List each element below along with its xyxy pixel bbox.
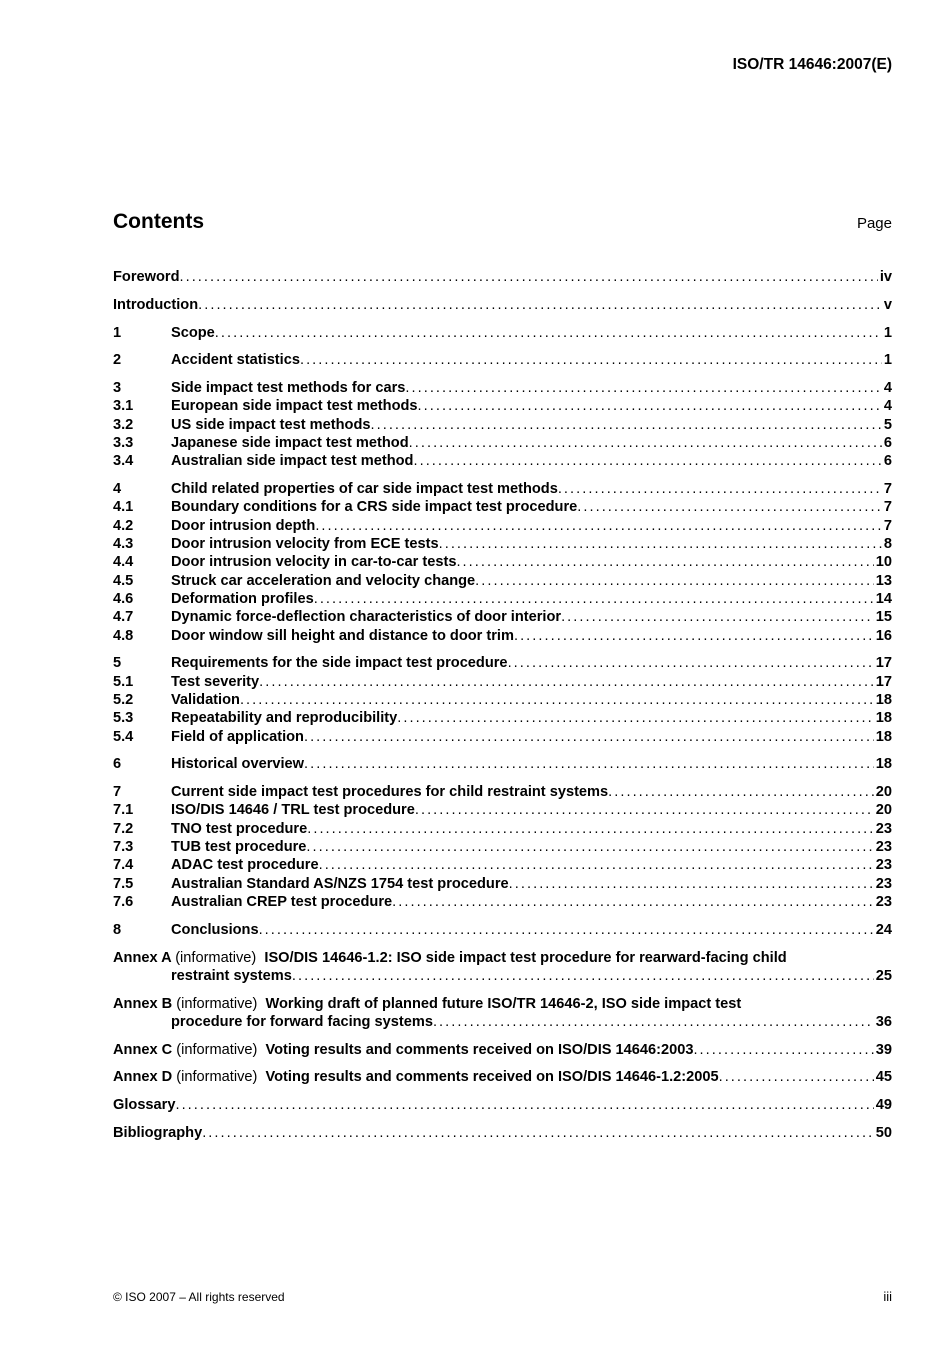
toc-entry[interactable]	[113, 654, 892, 672]
toc-entry-page: 17	[875, 673, 892, 690]
toc-entry-title: ISO/DIS 14646 / TRL test procedure	[171, 802, 415, 819]
toc-entry-number: 7.5	[113, 875, 134, 892]
toc-entry[interactable]	[113, 608, 892, 626]
annex-kind: (informative)	[176, 1041, 258, 1058]
toc-entry-number: 5	[113, 655, 122, 672]
page-column-label: Page	[856, 215, 892, 232]
toc-entry-title: Historical overview	[171, 756, 305, 773]
toc-group	[113, 480, 892, 645]
toc-entry-title: Validation	[171, 691, 240, 708]
toc-entry-title: Boundary conditions for a CRS side impact test procedure	[171, 499, 578, 516]
annex-entry[interactable]	[113, 1041, 892, 1059]
toc-entry-page: 49	[875, 1097, 892, 1114]
page-title: Contents	[113, 210, 204, 233]
table-of-contents	[113, 268, 892, 1152]
toc-entry-title: Door intrusion velocity from ECE tests	[171, 536, 439, 553]
dot-leader	[175, 1096, 873, 1114]
toc-group	[113, 1096, 892, 1114]
toc-entry-page: 7	[883, 499, 892, 516]
toc-entry[interactable]	[113, 351, 892, 369]
toc-entry-number: 8	[113, 921, 122, 938]
toc-entry[interactable]	[113, 820, 892, 838]
toc-entry-title: US side impact test methods	[171, 416, 371, 433]
dot-leader	[215, 324, 882, 342]
dot-leader	[719, 1068, 874, 1086]
toc-entry-title: Accident statistics	[171, 352, 300, 369]
toc-entry-page: 1	[883, 352, 892, 369]
toc-entry[interactable]	[113, 1096, 892, 1114]
toc-entry-page: 6	[883, 453, 892, 470]
toc-group	[113, 783, 892, 911]
dot-leader	[433, 1013, 874, 1031]
dot-leader	[314, 590, 874, 608]
toc-entry-number: 3.1	[113, 398, 134, 415]
toc-entry-page: 23	[875, 857, 892, 874]
toc-entry[interactable]	[113, 801, 892, 819]
toc-entry-page: 50	[875, 1125, 892, 1142]
toc-entry[interactable]	[113, 379, 892, 397]
toc-entry-number: 4.7	[113, 609, 134, 626]
dot-leader	[304, 755, 874, 773]
dot-leader	[300, 351, 882, 369]
toc-entry-title: Australian Standard AS/NZS 1754 test procedure	[171, 875, 509, 892]
dot-leader	[307, 820, 874, 838]
toc-entry-page: 23	[875, 839, 892, 856]
toc-entry-page: iv	[879, 269, 892, 285]
annex-title: Voting results and comments received on ISO/DIS 14646-1.2:2005	[265, 1069, 719, 1086]
dot-leader	[577, 498, 882, 516]
toc-entry-title: Glossary	[113, 1097, 176, 1114]
toc-entry-title: Australian CREP test procedure	[171, 893, 393, 910]
toc-entry-title: Struck car acceleration and velocity change	[171, 572, 476, 589]
toc-entry-number: 4.5	[113, 572, 134, 589]
toc-entry[interactable]	[113, 728, 892, 746]
toc-entry-number: 4.3	[113, 536, 134, 553]
toc-entry-title: Repeatability and reproducibility	[171, 710, 398, 727]
toc-entry-number: 4.4	[113, 554, 134, 571]
toc-entry-page: 18	[875, 756, 892, 773]
toc-entry[interactable]	[113, 838, 892, 856]
toc-entry-page: 6	[883, 435, 892, 452]
toc-entry-title: European side impact test methods	[171, 398, 418, 415]
toc-entry[interactable]	[113, 856, 892, 874]
dot-leader	[439, 535, 882, 553]
toc-entry-title: Side impact test methods for cars	[171, 380, 406, 397]
toc-group	[113, 1124, 892, 1142]
toc-entry[interactable]	[113, 498, 892, 516]
toc-entry[interactable]	[113, 535, 892, 553]
dot-leader	[514, 627, 874, 645]
toc-entry-title: Door window sill height and distance to door trim	[171, 627, 514, 644]
toc-entry[interactable]	[113, 434, 892, 452]
dot-leader	[259, 921, 874, 939]
toc-entry[interactable]	[113, 783, 892, 801]
toc-entry-page: 23	[875, 875, 892, 892]
dot-leader	[413, 452, 881, 470]
toc-entry[interactable]	[113, 452, 892, 470]
dot-leader	[509, 875, 874, 893]
toc-entry-number: 3	[113, 380, 122, 397]
toc-entry-page: 15	[875, 609, 892, 626]
back-matter	[113, 1096, 892, 1142]
toc-entry-title: Test severity	[171, 673, 260, 690]
toc-entry-number: 7.3	[113, 839, 134, 856]
toc-entry[interactable]	[113, 553, 892, 571]
dot-leader	[558, 480, 882, 498]
toc-entry-number: 3.4	[113, 453, 134, 470]
toc-entry-title: Deformation profiles	[171, 590, 314, 607]
toc-entry[interactable]	[113, 296, 892, 314]
toc-entry-title: Field of application	[171, 728, 304, 745]
toc-entry[interactable]	[113, 1124, 892, 1142]
toc-group	[113, 379, 892, 470]
dot-leader	[179, 268, 877, 286]
toc-entry-page: 23	[875, 893, 892, 910]
toc-entry-page: 20	[875, 784, 892, 801]
toc-entry[interactable]	[113, 572, 892, 590]
toc-entry-title: Scope	[171, 324, 215, 341]
toc-entry-page: 7	[883, 517, 892, 534]
toc-entry-number: 2	[113, 352, 122, 369]
toc-entry-number: 7.6	[113, 893, 134, 910]
toc-entry-number: 3.2	[113, 416, 134, 433]
toc-entry-number: 7.4	[113, 857, 134, 874]
toc-entry-page: 24	[875, 921, 892, 938]
toc-entry-page: 14	[875, 590, 892, 607]
toc-entry-page: 18	[875, 691, 892, 708]
toc-entry-page: 10	[875, 554, 892, 571]
toc-group	[113, 921, 892, 939]
toc-entry-title: Requirements for the side impact test procedure	[171, 655, 508, 672]
toc-entry-page: 4	[883, 398, 892, 415]
annex-title-continued: procedure for forward facing systems	[171, 1013, 433, 1030]
toc-entry[interactable]	[113, 416, 892, 434]
toc-entry-number: 5.2	[113, 691, 134, 708]
toc-entry-title: Child related properties of car side impact test methods	[171, 481, 558, 498]
toc-entry-number: 1	[113, 324, 122, 341]
toc-entry-page: 13	[875, 572, 892, 589]
toc-entry-title: Door intrusion depth	[171, 517, 316, 534]
toc-group	[113, 755, 892, 773]
dot-leader	[315, 517, 882, 535]
toc-entry[interactable]	[113, 709, 892, 727]
dot-leader	[304, 728, 874, 746]
toc-entry-number: 5.1	[113, 673, 134, 690]
toc-entry-number: 7.1	[113, 802, 134, 819]
annex-title-continued: restraint systems	[171, 967, 292, 984]
toc-entry-number: 7.2	[113, 820, 134, 837]
dot-leader	[475, 572, 874, 590]
dot-leader	[292, 967, 874, 985]
page-number: iii	[883, 1289, 892, 1304]
toc-entry-number: 4.8	[113, 627, 134, 644]
toc-entry-page: 20	[875, 802, 892, 819]
dot-leader	[456, 553, 873, 571]
toc-entry-title: Introduction	[113, 296, 199, 313]
toc-entry-page: 1	[883, 324, 892, 341]
annex-page: 25	[875, 967, 892, 984]
annex-label: Annex C	[113, 1041, 173, 1058]
toc-entry-number: 3.3	[113, 435, 134, 452]
annex-title: Working draft of planned future ISO/TR 14646-2, ISO side impact test	[265, 995, 742, 1012]
toc-entry-page: 18	[875, 710, 892, 727]
toc-entry-page: 7	[883, 481, 892, 498]
toc-entry-page: v	[883, 296, 892, 313]
toc-entry-title: Door intrusion velocity in car-to-car tests	[171, 554, 457, 571]
annex-entry[interactable]	[113, 1068, 892, 1086]
annex-page: 45	[875, 1069, 892, 1086]
toc-entry-title: Dynamic force-deflection characteristics of door interior	[171, 609, 562, 626]
toc-entry-title: TUB test procedure	[171, 839, 307, 856]
toc-entry-page: 18	[875, 728, 892, 745]
toc-entry-title: Bibliography	[113, 1125, 203, 1142]
toc-entry[interactable]	[113, 268, 892, 286]
annex-page: 36	[875, 1013, 892, 1030]
annex-kind: (informative)	[175, 949, 257, 966]
dot-leader	[561, 608, 874, 626]
toc-entry-number: 7	[113, 784, 122, 801]
annex-label: Annex D	[113, 1069, 173, 1086]
dot-leader	[397, 709, 874, 727]
toc-entry-page: 16	[875, 627, 892, 644]
toc-entry-title: Foreword	[113, 269, 180, 285]
toc-entry[interactable]	[113, 480, 892, 498]
dot-leader	[693, 1041, 873, 1059]
toc-entry-number: 5.4	[113, 728, 134, 745]
dot-leader	[405, 379, 881, 397]
toc-entry-number: 5.3	[113, 710, 134, 727]
toc-entry-number: 4.2	[113, 517, 134, 534]
dot-leader	[409, 434, 882, 452]
toc-entry[interactable]	[113, 893, 892, 911]
annex-page: 39	[875, 1041, 892, 1058]
annex-title: Voting results and comments received on ISO/DIS 14646:2003	[265, 1041, 694, 1058]
toc-entry[interactable]	[113, 755, 892, 773]
toc-entry-page: 8	[883, 536, 892, 553]
dot-leader	[306, 838, 873, 856]
toc-entry[interactable]	[113, 921, 892, 939]
toc-entry[interactable]	[113, 324, 892, 342]
toc-entry[interactable]	[113, 627, 892, 645]
dot-leader	[415, 801, 874, 819]
toc-entry-title: ADAC test procedure	[171, 857, 319, 874]
toc-entry-title: Current side impact test procedures for child restraint systems	[171, 784, 609, 801]
toc-entry-title: Japanese side impact test method	[171, 435, 409, 452]
annex-entry[interactable]	[113, 995, 892, 1032]
toc-entry-title: TNO test procedure	[171, 820, 308, 837]
dot-leader	[198, 296, 882, 314]
toc-entry[interactable]	[113, 673, 892, 691]
annex-label: Annex B	[113, 995, 173, 1012]
dot-leader	[418, 397, 882, 415]
dot-leader	[508, 654, 874, 672]
toc-entry-page: 4	[883, 380, 892, 397]
toc-group	[113, 268, 892, 286]
dot-leader	[202, 1124, 874, 1142]
dot-leader	[259, 673, 874, 691]
toc-group	[113, 324, 892, 342]
annex-kind: (informative)	[176, 995, 258, 1012]
toc-group	[113, 351, 892, 369]
toc-entry[interactable]	[113, 875, 892, 893]
annex-title: ISO/DIS 14646-1.2: ISO side impact test procedure for rearward-facing child	[264, 949, 787, 966]
toc-entry[interactable]	[113, 590, 892, 608]
toc-entry-page: 17	[875, 655, 892, 672]
dot-leader	[319, 856, 874, 874]
toc-entry-number: 6	[113, 756, 122, 773]
toc-entry-page: 23	[875, 820, 892, 837]
annex-entry[interactable]	[113, 949, 892, 986]
toc-entry-title: Conclusions	[171, 921, 259, 938]
annex-kind: (informative)	[176, 1069, 258, 1086]
dot-leader	[371, 416, 882, 434]
toc-entry-number: 4.1	[113, 499, 134, 516]
toc-group	[113, 654, 892, 745]
toc-group	[113, 296, 892, 314]
copyright-footer: © ISO 2007 – All rights reserved	[113, 1290, 285, 1304]
document-id: ISO/TR 14646:2007(E)	[732, 56, 892, 73]
dot-leader	[392, 893, 874, 911]
dot-leader	[240, 691, 874, 709]
annex-label: Annex A	[113, 949, 172, 966]
toc-entry[interactable]	[113, 517, 892, 535]
toc-entry[interactable]	[113, 691, 892, 709]
toc-entry-title: Australian side impact test method	[171, 453, 414, 470]
dot-leader	[608, 783, 874, 801]
toc-entry-number: 4.6	[113, 590, 134, 607]
toc-entry-page: 5	[883, 416, 892, 433]
toc-entry-number: 4	[113, 481, 122, 498]
toc-entry[interactable]	[113, 397, 892, 415]
